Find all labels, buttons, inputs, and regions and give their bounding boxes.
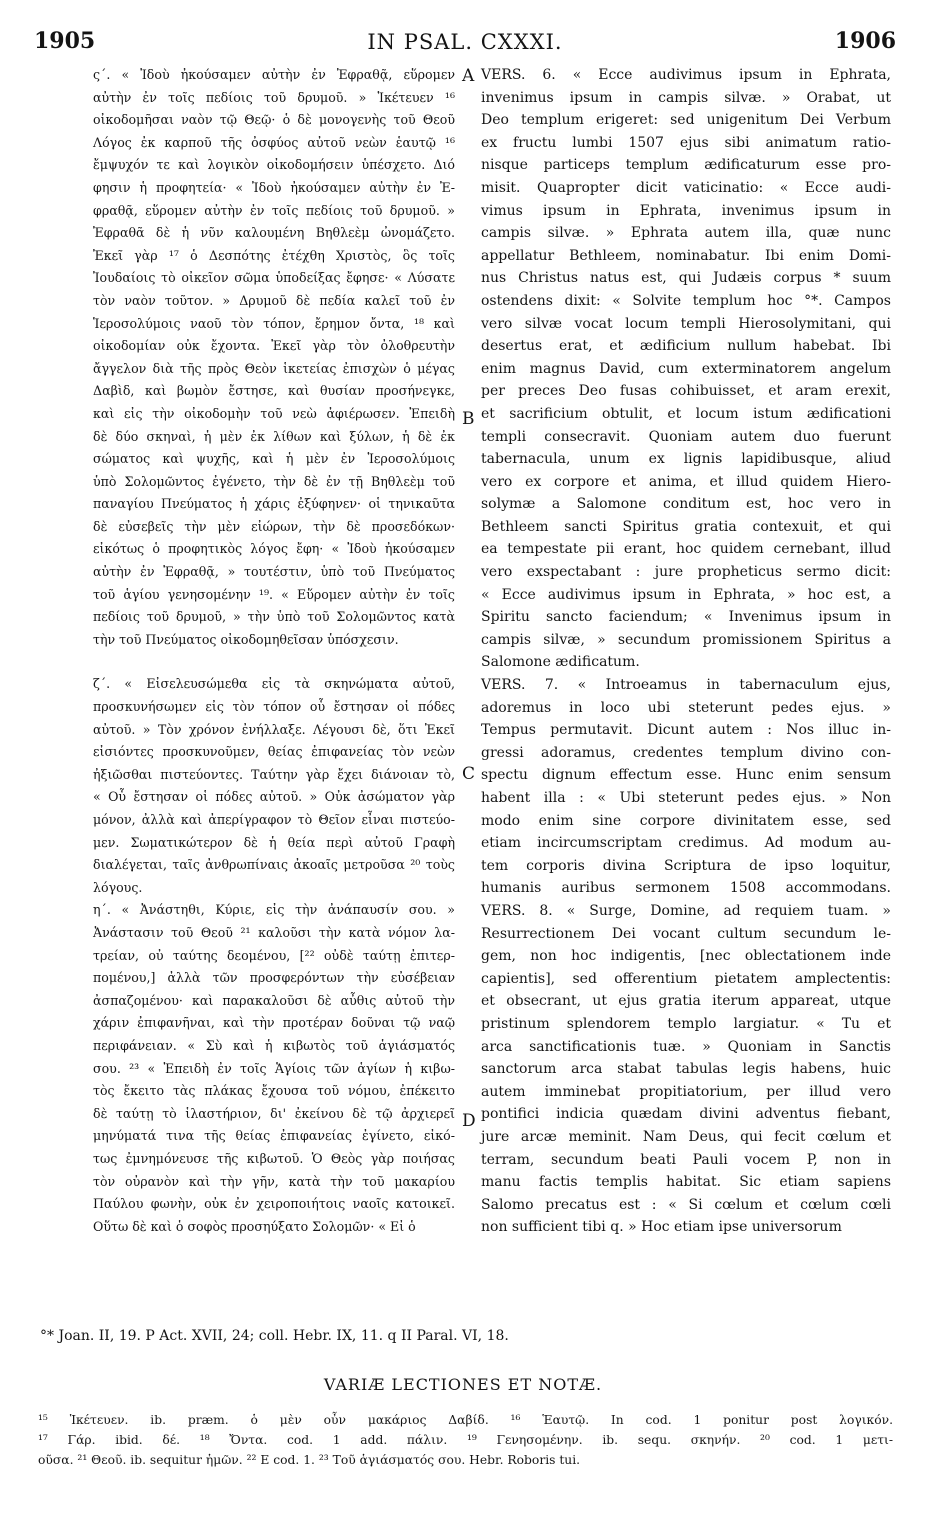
text-line: invenimus ipsum in campis silvæ. » Orabat, ut [481, 89, 891, 106]
text-line: μόνον, ἀλλὰ καὶ ἀπερίγραφον τὸ Θεῖον εἶναι πιστεύο- [93, 812, 455, 827]
text-line: Ἰουδαίοις τὸ οἰκεῖον σῶμα ὑποδείξας ἔφησε· « Λύσατε [93, 270, 455, 286]
text-line: gressi adoramus, credentes templum divino con- [481, 744, 891, 761]
text-line: campis silvæ. » Ephrata autem illa, quæ nunc [481, 225, 891, 242]
text-line: manu factis templis habitat. Sic etiam sapiens [481, 1174, 891, 1191]
text-line: non sufficient tibi q. » Hoc etiam ipse universorum [481, 1219, 842, 1236]
variae-lectiones-title: VARIÆ LECTIONES ET NOTÆ. [323, 1375, 603, 1394]
text-line: παναγίου Πνεύματος ἡ χάρις ἐξύφηνεν· οἱ τηνικαῦτα [93, 496, 455, 512]
text-line: φησιν ἡ προφητεία· « Ἰδοὺ ἠκούσαμεν αὐτὴν ἐν Ἐ- [93, 179, 455, 195]
text-line: desertus erat, et ædificium nullum habebat. Ibi [481, 338, 891, 355]
text-line: ὑπὸ Σολομῶντος ἐγένετο, τὴν δὲ ἐν τῇ Βηθλεὲμ τοῦ [93, 473, 455, 489]
text-line: μηνύματά τινα τῆς θείας ἐπιφανείας ἐγίνετο, εἰκό- [93, 1128, 455, 1144]
text-line: VERS. 8. « Surge, Domine, ad requiem tuam. » [481, 902, 891, 919]
text-line: τὴν τοῦ Πνεύματος οἰκοδομηθεῖσαν ὑπόσχεσιν. [93, 631, 399, 647]
text-line: τρείαν, οὐ ταύτης δεομένου, [²² οὐδὲ ταύτῃ ἐπιτερ- [93, 947, 455, 963]
text-line: τως ἐμνημόνευσε τῆς κιβωτοῦ. Ὁ Θεὸς γὰρ ποιήσας [93, 1150, 455, 1166]
text-line: arca sanctificationis tuæ. » Quoniam in Sanctis [481, 1038, 891, 1055]
text-line: φραθᾷ, εὕρομεν αὐτὴν ἐν τοῖς πεδίοις τοῦ δρυμοῦ. » [93, 202, 455, 218]
text-line: μεν. Σωματικώτερον δὲ ἡ θεία περὶ αὐτοῦ Γραφὴ [93, 834, 455, 850]
text-line: et sacrificium obtulit, et locum istum ædificationi [481, 405, 891, 422]
text-line: Spiritu sancto faciendum; « Invenimus ipsum in [481, 609, 891, 626]
text-line: Deo templum erigeret: sed unigenitum Dei Verbum [481, 112, 891, 129]
text-line: Παύλου φωνὴν, οὐκ ἐν χειροποιήτοις ναοῖς κατοικεῖ. [93, 1196, 455, 1212]
text-line: solymæ a Salomone conditum est, hoc vero in [481, 496, 891, 513]
text-line: τὸν οὐρανὸν καὶ τὴν γῆν, κατὰ τὴν τοῦ μακαρίου [93, 1173, 455, 1189]
text-line: per preces Deo fusas cohibuisset, et aram erexit, [481, 383, 891, 400]
text-line: pontifici indicia quædam divini adventus fiebant, [481, 1106, 891, 1123]
text-line: ostendens dixit: « Solvite templum hoc °*. Campos [481, 292, 891, 309]
text-line: περιφάνειαν. « Σὺ καὶ ἡ κιβωτὸς τοῦ ἁγιάσματός [93, 1037, 455, 1053]
text-line: templi consecravit. Quoniam autem duo fuerunt [481, 428, 891, 445]
text-line: misit. Quapropter dicit vaticinatio: « Ecce audi- [481, 179, 891, 196]
text-line: δὲ ταύτῃ τὸ ἱλαστήριον, δι' ἐκείνου δὲ τῷ ἀρχιερεῖ [93, 1105, 455, 1121]
text-line: ἀσπαζομένου· καὶ παρακαλοῦσι δὲ αὖθις αὐτοῦ τὴν [93, 992, 455, 1008]
text-line: VERS. 7. « Introeamus in tabernaculum ejus, [481, 677, 891, 694]
text-line: ex fructu lumbi 1507 ejus sibi animatum ratio- [481, 134, 891, 151]
text-line: πεδίοις τοῦ δρυμοῦ, » τὴν ὑπὸ τοῦ Σολομῶντος κατὰ [93, 609, 455, 625]
text-line: habent illa : « Ubi steterunt pedes ejus. » Non [481, 790, 891, 806]
text-line: vero ex corpore et anima, et illud quidem Hiero- [481, 473, 891, 490]
text-line: εἰκότως ὁ προφητικὸς λόγος ἔφη· « Ἰδοὺ ἠκούσαμεν [93, 541, 455, 557]
text-line: Ἱεροσολύμοις ναοῦ τὸν τόπον, ἔρημον ὄντα, ¹⁸ καὶ [93, 315, 455, 331]
text-line: jure arcæ meminit. Nam Deus, qui fecit cœlum et [481, 1128, 891, 1145]
text-line: gem, non hoc indigentis, [nec oblectationem inde [481, 948, 891, 965]
text-line: προσκυνήσωμεν εἰς τὸν τόπον οὗ ἔστησαν οἱ πόδες [93, 699, 455, 715]
text-line: καὶ εἰς τὴν οἰκοδομὴν τοῦ νεὼ ἀφιέρωσεν. Ἐπειδὴ [93, 405, 455, 421]
margin-letter-d: D [462, 1111, 476, 1131]
text-line: Οὕτω δὲ καὶ ὁ σοφὸς προσηύξατο Σολομῶν· « Εἰ ὁ [93, 1218, 416, 1234]
text-line: pristinum splendorem templo largiatur. « Tu et [481, 1015, 891, 1032]
text-line: vero silvæ vocat locum templi Hierosolymitani, qui [481, 315, 891, 332]
text-line: VERS. 6. « Ecce audivimus ipsum in Ephrata, [481, 67, 891, 83]
text-line: ζ΄. « Εἰσελευσώμεθα εἰς τὰ σκηνώματα αὐτοῦ, [93, 676, 455, 692]
text-line: terram, secundum beati Pauli vocem P, non in [481, 1151, 891, 1168]
paragraph-gap [93, 651, 455, 673]
text-line: et obsecrant, ut ejus gratia iterum appareat, utque [481, 993, 891, 1010]
text-line: λόγους. [93, 879, 143, 895]
text-line: πομένου,] ἀλλὰ τῶν προσφερόντων τὴν εὐσέβειαν [93, 970, 455, 986]
text-line: Salomo precatus est : « Si cœlum et cœlum cœli [481, 1196, 891, 1213]
text-line: τὸς ἔκειτο τὰς πλάκας ἔχουσα τοῦ νόμου, ἐπέκειτο [93, 1083, 455, 1099]
text-line: modo enim sine corpore divinitatem esse, sed [481, 812, 891, 829]
text-line: Tempus permutavit. Dicunt autem : Nos illuc in- [481, 722, 891, 739]
text-line: Λόγος ἐκ καρποῦ τῆς ὀσφύος αὐτοῦ νεὼν ἑαυτῷ ¹⁶ [93, 134, 455, 150]
text-line: διαλέγεται, ταῖς ἀνθρωπίναις ἀκοαῖς μετροῦσα ²⁰ τοὺς [93, 857, 455, 873]
text-line: δὲ δύο σκηναὶ, ἡ μὲν ἐκ λίθων καὶ ξύλων, ἡ δὲ ἐκ [93, 428, 455, 444]
text-line: vero exspectabant : jure propheticus sermo dicit: [481, 564, 891, 581]
text-line: Ἐφραθᾶ δὲ ἡ νῦν καλουμένη Βηθλεὲμ ὠνομάζετο. [93, 225, 455, 241]
text-line: τὸν ναὸν τοῦτον. » Δρυμοῦ δὲ πεδία καλεῖ τοῦ ἐν [93, 292, 455, 308]
text-line: « Ecce audivimus ipsum in Ephrata, » hoc est, a [481, 586, 891, 603]
running-title: IN PSAL. CXXXI. [367, 30, 563, 54]
text-line: σώματος καὶ ψυχῆς, καὶ ἡ μὲν ἐν Ἱεροσολύμοις [93, 451, 455, 467]
text-line: Resurrectionem Dei vocant cultum secundum le- [481, 925, 891, 942]
text-line: οἰκοδομίαν οὐκ ἔχοντα. Ἐκεῖ γὰρ τὸν ὀλοθρευτὴν [93, 338, 455, 354]
text-line: ea tempestate pii erant, hoc quidem cernebant, illud [481, 541, 891, 558]
text-line: ἄγγελον διὰ τῆς πρὸς Θεὸν ἱκετείας ἐπισχὼν ὁ μέγας [93, 360, 455, 376]
text-line: ¹⁵ Ἱκέτευεν. ib. præm. ὁ μὲν οὖν μακάριος Δαβίδ. ¹⁶ Ἑαυτῷ. In cod. 1 ponitur post λογικόν. [38, 1413, 893, 1427]
text-line: capientis], sed offerentium pietatem amplectentis: [481, 970, 891, 987]
column-number-left: 1905 [34, 28, 96, 54]
text-line: χάριν ἐπιφανῆναι, καὶ τὴν προτέραν δοῦναι τῷ ναῷ [93, 1015, 455, 1031]
greek-column [93, 64, 455, 1238]
text-line: ¹⁷ Γάρ. ibid. δέ. ¹⁸ Ὄντα. cod. 1 add. πάλιν. ¹⁹ Γενησομένην. ib. sequ. σκηνήν. ²⁰ cod. 1 μετι- [38, 1433, 893, 1447]
text-line: τοῦ ἁγίου γενησομένην ¹⁹. « Εὕρομεν αὐτὴν ἐν τοῖς [93, 586, 455, 602]
latin-column [481, 64, 891, 1239]
text-line: spectu dignum effectum esse. Hunc enim sensum [481, 767, 891, 784]
text-line: αὐτοῦ. » Τὸν χρόνον ἐνήλλαξε. Λέγουσι δὲ, ὅτι Ἐκεῖ [93, 721, 455, 737]
text-line: autem imminebat propitiatorium, per illud vero [481, 1083, 891, 1100]
margin-letter-b: B [462, 409, 475, 429]
text-line: etiam incircumscriptam credimus. Ad modum au- [481, 835, 891, 852]
text-line: σου. ²³ « Ἐπειδὴ ἐν τοῖς Ἁγίοις τῶν ἁγίων ἡ κιβω- [93, 1060, 455, 1076]
margin-letter-a: A [462, 66, 475, 86]
text-line: η΄. « Ἀνάστηθι, Κύριε, εἰς τὴν ἀνάπαυσίν σου. » [93, 902, 455, 918]
text-line: « Οὗ ἔστησαν οἱ πόδες αὐτοῦ. » Οὐκ ἀσώματον γὰρ [93, 789, 455, 805]
text-line: Salomone ædificatum. [481, 654, 640, 671]
text-line: campis silvæ, » secundum promissionem Spiritus a [481, 631, 891, 648]
text-line: appellatur Bethleem, nominabatur. Ibi enim Domi- [481, 247, 891, 264]
text-line: αὐτὴν ἐν Ἐφραθᾷ, » τουτέστιν, ὑπὸ τοῦ Πνεύματος [93, 564, 455, 580]
scripture-footnotes: °* Joan. II, 19. P Act. XVII, 24; coll. Hebr. IX, 11. q II Paral. VI, 18. [40, 1328, 509, 1344]
page-header [34, 28, 896, 56]
text-line: αὐτὴν ἐν τοῖς πεδίοις τοῦ δρυμοῦ. » Ἱκέτευεν ¹⁶ [93, 89, 455, 105]
text-line: adoremus in loco ubi steterunt pedes ejus. » [481, 699, 891, 716]
column-number-right: 1906 [834, 28, 896, 54]
text-line: ς΄. « Ἰδοὺ ἠκούσαμεν αὐτὴν ἐν Ἐφραθᾷ, εὕρομεν [93, 67, 455, 82]
text-line: Ἐκεῖ γὰρ ¹⁷ ὁ Δεσπότης ἐτέχθη Χριστὸς, ὃς τοῖς [93, 247, 455, 263]
text-line: δὲ εὐσεβεῖς τὴν μὲν εἰώρων, τὴν δὲ προσεδόκων· [93, 518, 455, 534]
text-line: vimus ipsum in Ephrata, invenimus ipsum in [481, 202, 891, 219]
text-line: enim magnus David, cum exterminatorem angelum [481, 360, 891, 377]
text-line: nisque particeps templum ædificaturum esse pro- [481, 157, 891, 174]
text-line: εἰσιόντες προσκυνοῦμεν, θείας ἐπιφανείας τὸν νεὼν [93, 744, 455, 760]
text-line: Bethleem sancti Spiritus gratia contexuit, et qui [481, 518, 891, 535]
text-line: tem corporis divina Scriptura de ipso loquitur, [481, 857, 891, 874]
text-line: Ἀνάστασιν τοῦ Θεοῦ ²¹ καλοῦσι τὴν κατὰ νόμον λα- [93, 924, 455, 940]
variae-lectiones [38, 1410, 893, 1470]
margin-letter-c: C [462, 764, 476, 784]
text-line: οἰκοδομῆσαι ναὸν τῷ Θεῷ· ὁ δὲ μονογενὴς τοῦ Θεοῦ [93, 112, 455, 128]
text-line: οῦσα. ²¹ Θεοῦ. ib. sequitur ἡμῶν. ²² E cod. 1. ²³ Τοῦ ἁγιάσματός σου. Hebr. Roboris tui. [38, 1453, 581, 1467]
text-line: sanctorum arca stabat tabulas legis habens, huic [481, 1061, 891, 1078]
text-line: ἔμψυχόν τε καὶ λογικὸν οἰκοδομήσειν ὑπέσχετο. Διό [93, 157, 455, 173]
text-line: Δαβὶδ, καὶ βωμὸν ἔστησε, καὶ θυσίαν προσήνεγκε, [93, 383, 455, 399]
text-line: nus Christus natus est, qui Judæis corpus * suum [481, 270, 891, 287]
text-line: tabernacula, unum ex lignis lapidibusque, aliud [481, 451, 891, 468]
text-line: ἠξιῶσθαι πιστεύοντες. Ταύτην γὰρ ἔχει διάνοιαν τὸ, [93, 766, 455, 782]
text-line: humanis auribus sermonem 1508 accommodans. [481, 880, 891, 897]
